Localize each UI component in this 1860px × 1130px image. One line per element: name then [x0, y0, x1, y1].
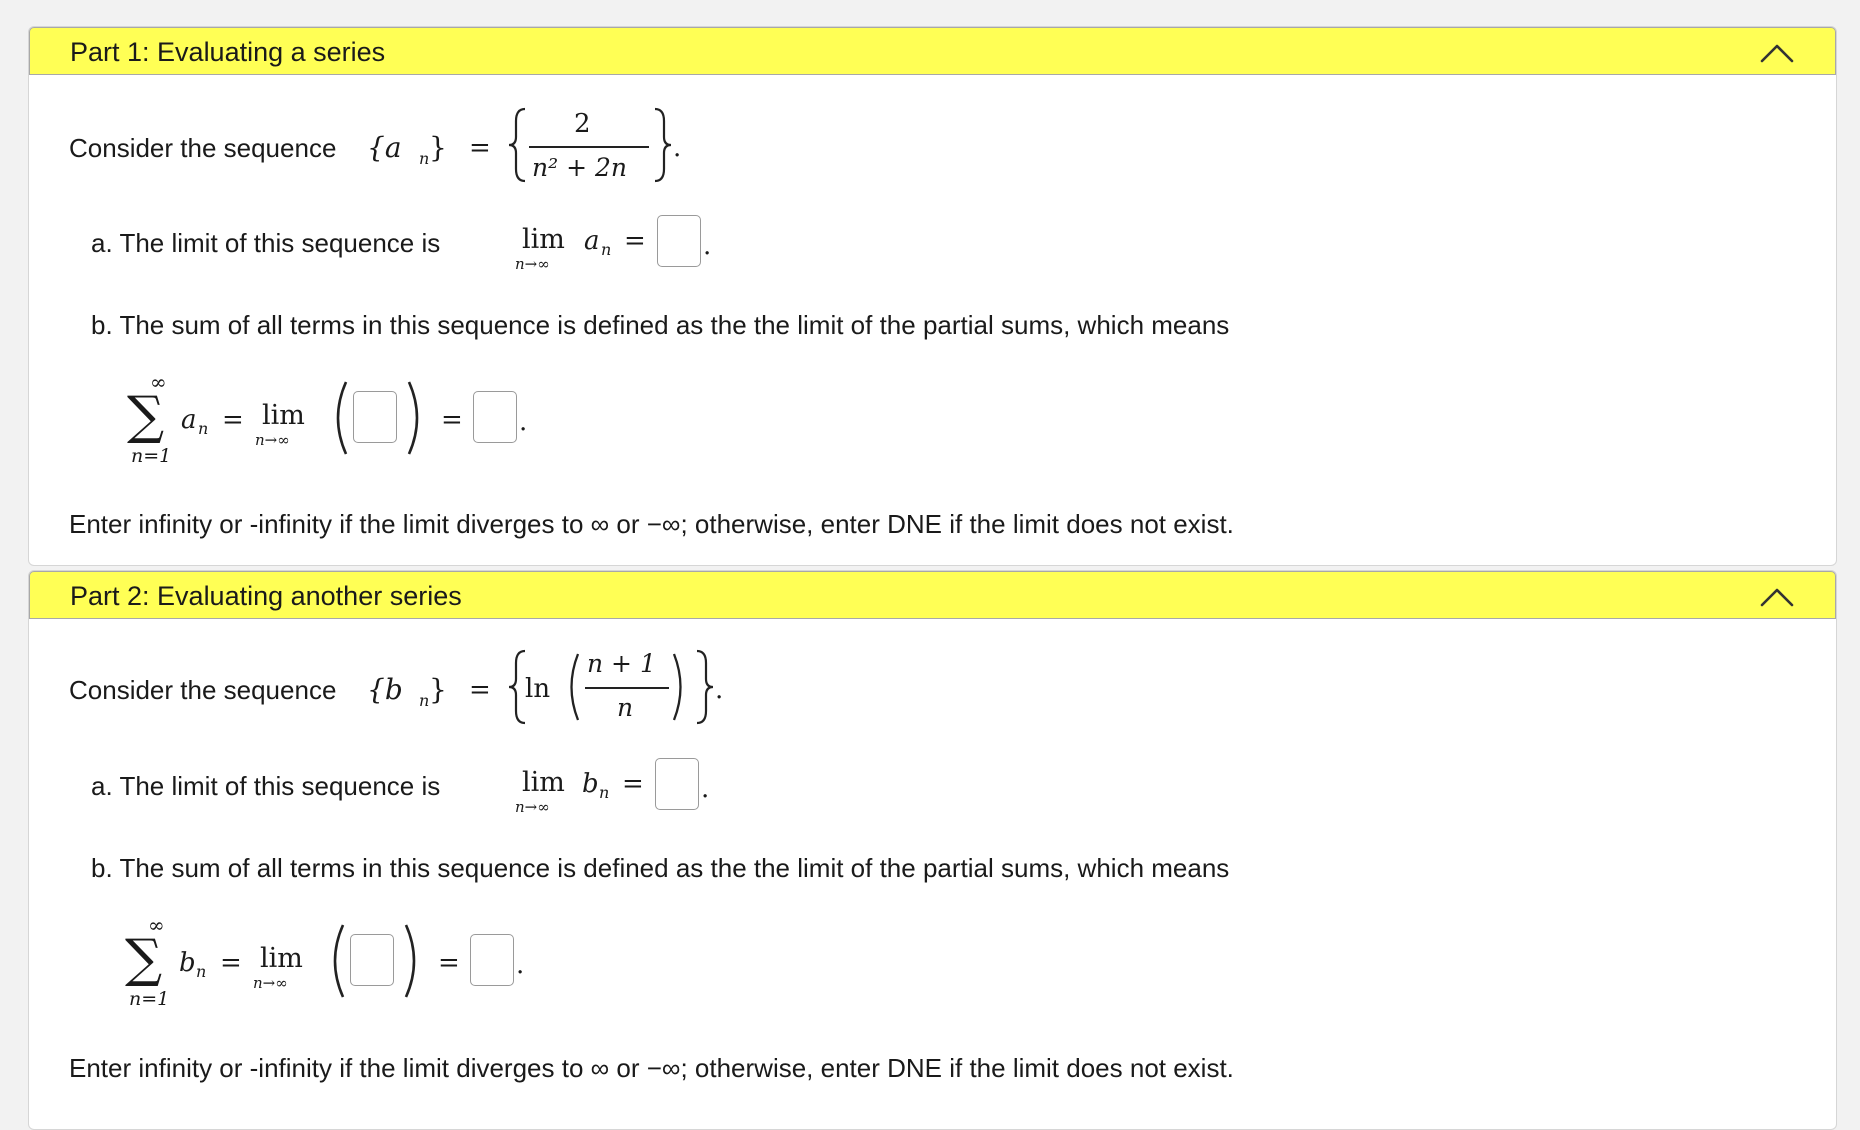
left-brace-icon: [507, 105, 529, 185]
seq-close-brace: }: [429, 673, 447, 706]
lim-subscript: n→∞: [253, 974, 288, 992]
right-paren-icon: [403, 379, 429, 457]
sigma-upper: ∞: [148, 913, 165, 937]
term-subscript: n: [601, 240, 612, 259]
question-b-label: b. The sum of all terms in this sequence is defined as the the limit of the partial sums, which means: [91, 310, 1230, 340]
lim-operator: lim: [522, 224, 565, 255]
question-a-label: a. The limit of this sequence is: [91, 771, 441, 801]
part-1-header[interactable]: [29, 27, 1836, 75]
term-var: a: [584, 226, 600, 256]
equals-sign: =: [441, 405, 463, 435]
limit-answer-input[interactable]: [657, 215, 701, 267]
left-paren-icon: [326, 379, 352, 457]
fraction-numerator: n + 1: [587, 649, 656, 678]
left-paren-icon: [561, 651, 583, 723]
fraction-denominator: n: [617, 693, 634, 722]
seq-subscript: n: [419, 149, 430, 168]
right-paren-icon: [400, 922, 426, 1000]
question-a-label: a. The limit of this sequence is: [91, 228, 441, 258]
seq-symbol: {a: [367, 131, 402, 164]
part-2-header[interactable]: [29, 571, 1836, 619]
sum-term-var: b: [179, 948, 196, 978]
question-b-label: b. The sum of all terms in this sequence is defined as the the limit of the partial sums, which means: [91, 853, 1230, 883]
left-paren-icon: [323, 922, 349, 1000]
lim-subscript: n→∞: [255, 431, 290, 449]
chevron-up-icon[interactable]: [1759, 40, 1795, 64]
period: .: [519, 407, 528, 437]
lim-subscript: n→∞: [515, 255, 550, 273]
term-var: b: [582, 769, 599, 799]
sum-term-subscript: n: [196, 962, 207, 981]
sum-answer-input[interactable]: [473, 391, 517, 443]
lim-operator: lim: [260, 943, 303, 974]
equals-sign: =: [220, 948, 242, 978]
partial-sum-input[interactable]: [353, 391, 397, 443]
sigma-lower: n=1: [129, 988, 170, 1010]
part-2-title: Part 2: Evaluating another series: [70, 581, 462, 611]
part-2-panel: [28, 570, 1837, 1130]
consider-label: Consider the sequence: [69, 133, 337, 163]
instruction-note: Enter infinity or -infinity if the limit diverges to ∞ or −∞; otherwise, enter DNE if the limit does not exist.: [69, 509, 1234, 539]
lim-operator: lim: [522, 767, 565, 798]
sum-answer-input[interactable]: [470, 934, 514, 986]
equals-sign: =: [624, 226, 646, 256]
ln-operator: ln: [525, 674, 551, 704]
sigma-upper: ∞: [150, 370, 167, 394]
equals-sign: =: [622, 769, 644, 799]
sigma-symbol: ∑: [127, 386, 165, 446]
lim-operator: lim: [262, 400, 305, 431]
period: .: [673, 133, 682, 163]
right-brace-icon: [651, 105, 673, 185]
part-1-panel: [28, 26, 1837, 566]
period: .: [703, 231, 712, 261]
sigma-lower: n=1: [131, 445, 172, 467]
sum-term-var: a: [181, 405, 197, 435]
period: .: [516, 950, 525, 980]
seq-subscript: n: [419, 691, 430, 710]
fraction-numerator: 2: [574, 109, 591, 139]
sum-term-subscript: n: [198, 419, 209, 438]
chevron-up-icon[interactable]: [1759, 584, 1795, 608]
fraction-denominator: n² + 2n: [532, 153, 627, 182]
right-paren-icon: [669, 651, 691, 723]
lim-subscript: n→∞: [515, 798, 550, 816]
sigma-symbol: ∑: [125, 929, 163, 989]
instruction-note: Enter infinity or -infinity if the limit diverges to ∞ or −∞; otherwise, enter DNE if the limit does not exist.: [69, 1053, 1234, 1083]
period: .: [701, 774, 710, 804]
fraction-bar: [529, 146, 649, 148]
equals-sign: =: [438, 948, 460, 978]
fraction-bar: [585, 687, 669, 689]
seq-close-brace: }: [429, 131, 447, 164]
right-brace-icon: [693, 647, 715, 727]
term-subscript: n: [599, 783, 610, 802]
part-1-title: Part 1: Evaluating a series: [70, 37, 386, 67]
partial-sum-input[interactable]: [350, 934, 394, 986]
equals-sign: =: [469, 675, 491, 705]
period: .: [715, 675, 724, 705]
equals-sign: =: [469, 133, 491, 163]
consider-label: Consider the sequence: [69, 675, 337, 705]
equals-sign: =: [222, 405, 244, 435]
seq-symbol: {b: [367, 673, 403, 706]
limit-answer-input[interactable]: [655, 758, 699, 810]
